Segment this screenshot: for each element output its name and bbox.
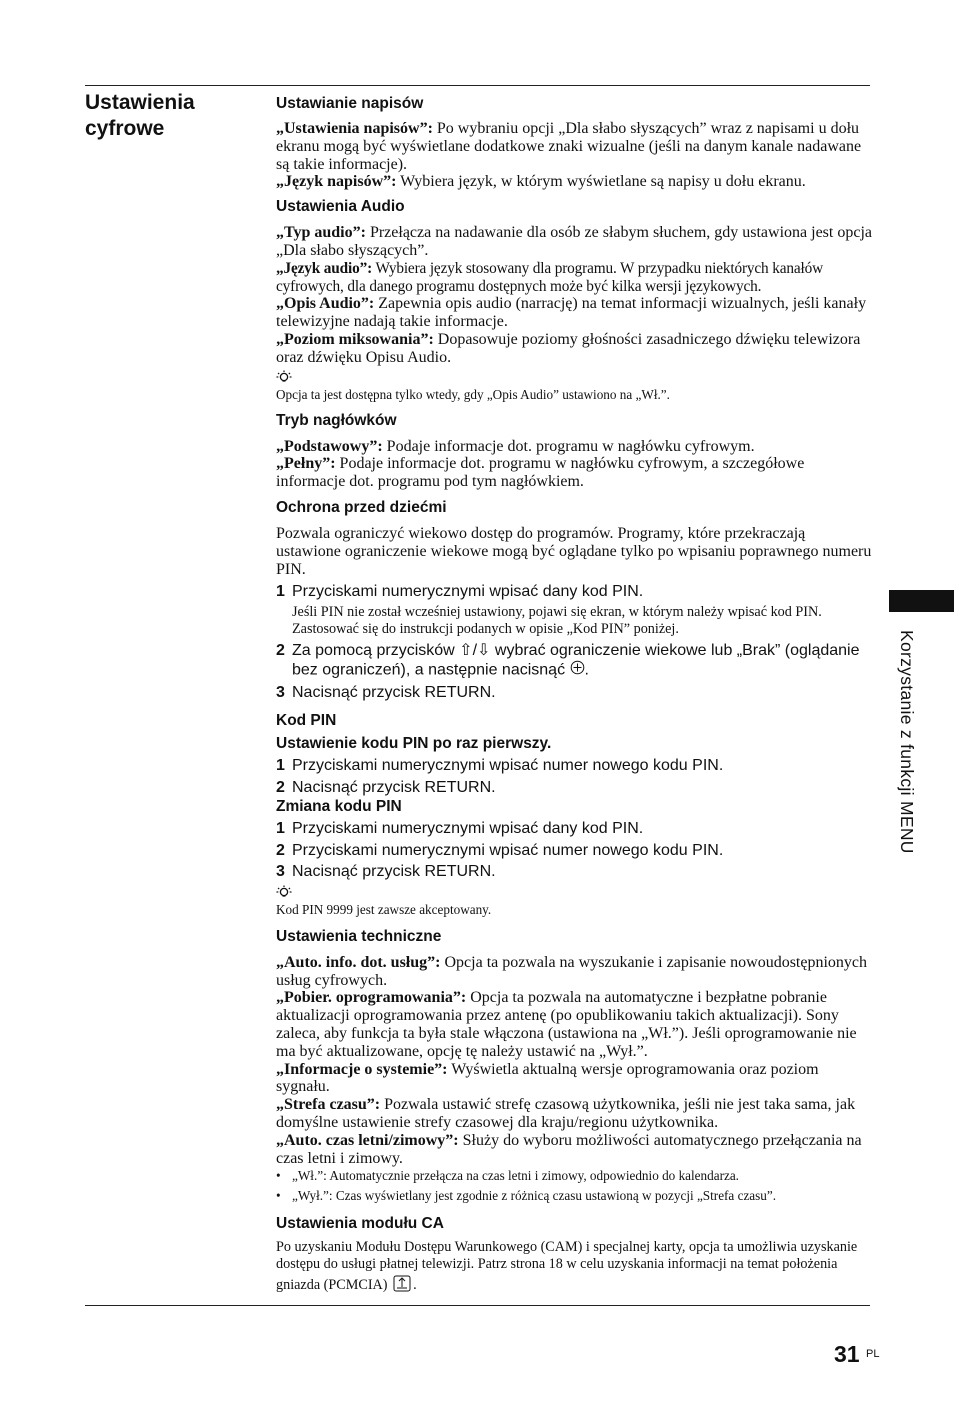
software-download-paragraph: „Pobier. oprogramowania”: Opcja ta pozwala na automatyczne i bezpłatne pobranie aktualizacji oprogramowania przez antenę (po opublikowaniu takich aktualizacji). Sony zaleca, aby funkcja ta była stale włączona (ustawiona na „Wł.”). Jeśli oprogramowanie nie ma być aktualizowane, opcję tę należy ustawić na „Wył.”. bbox=[276, 989, 857, 1060]
pcmcia-slot-icon bbox=[391, 1274, 413, 1298]
dst-off-bullet: • „Wył.”: Czas wyświetlany jest zgodnie z różnicą czasu ustawioną w pozycji „Strefa czasu”. bbox=[276, 1188, 777, 1203]
header-full-paragraph: „Pełny”: Podaje informacje dot. programu w nagłówku cyfrowym, a szczegółowe informacje dot. programu pod tym nagłówkiem. bbox=[276, 455, 805, 491]
system-info-paragraph: „Informacje o systemie”: Wyświetla aktualną wersje oprogramowania oraz poziom sygnału. bbox=[276, 1060, 819, 1096]
pin-tip-note: Kod PIN 9999 jest zawsze akceptowany. bbox=[276, 901, 492, 917]
heading-header-mode: Tryb nagłówków bbox=[276, 411, 397, 429]
heading-pin-code: Kod PIN bbox=[276, 712, 337, 730]
page-language-code: PL bbox=[866, 1348, 880, 1360]
main-content bbox=[276, 94, 872, 1298]
pin-change-step-2: 2 Przyciskami numerycznymi wpisać numer nowego kodu PIN. bbox=[276, 841, 724, 859]
time-zone-paragraph: „Strefa czasu”: Pozwala ustawić strefę czasową użytkownika, jeśli nie jest taka sama, jak domyślne ustawienie strefy czasowej dla kraju/regionu użytkownika. bbox=[276, 1096, 856, 1132]
dst-on-bullet: • „Wł.”: Automatycznie przełącza na czas letni i zimowy, odpowiednio do kalendarza. bbox=[276, 1168, 739, 1184]
enter-button-icon bbox=[570, 660, 585, 681]
section-title: Ustawienia cyfrowe bbox=[85, 91, 195, 140]
parental-step-1-note: Jeśli PIN nie został wcześniej ustawiony, pojawi się ekran, w którym należy wpisać kod PIN. Zastosować się do instrukcji podanych w opisie „Kod PIN” poniżej. bbox=[292, 603, 822, 638]
heading-ca-module: Ustawienia modułu CA bbox=[276, 1214, 444, 1232]
auto-dst-paragraph: „Auto. czas letni/zimowy”: Służy do wyboru możliwości automatycznego przełączania na czas letni i zimowy. bbox=[276, 1131, 862, 1167]
audio-description-paragraph: „Opis Audio”: Zapewnia opis audio (narrację) na temat informacji wizualnych, jeśli kanały telewizyjne nadają takie informacje. bbox=[276, 295, 867, 331]
heading-technical-settings: Ustawienia techniczne bbox=[276, 927, 442, 945]
parental-step-2: 2 Za pomocą przycisków ⇧/⇩ wybrać ograniczenie wiekowe lub „Brak” (oglądanie bez ograniczeń), a następnie nacisnąć . bbox=[276, 641, 872, 681]
page-number: 31 bbox=[834, 1341, 860, 1367]
mix-level-paragraph: „Poziom miksowania”: Dopasowuje poziomy głośności zasadniczego dźwięku telewizora oraz dźwięku Opisu Audio. bbox=[276, 330, 861, 366]
parental-intro: Pozwala ograniczyć wiekowo dostęp do programów. Programy, które przekraczają ustawione ograniczenie wiekowe mogą być oglądane tylko po wpisaniu poprawnego numeru PIN. bbox=[276, 524, 872, 578]
pin-change-step-1: 1 Przyciskami numerycznymi wpisać dany kod PIN. bbox=[276, 820, 644, 838]
pin-first-step-1: 1 Przyciskami numerycznymi wpisać numer nowego kodu PIN. bbox=[276, 757, 724, 775]
subtitle-settings-paragraph: „Ustawienia napisów”: Po wybraniu opcji „Dla słabo słyszących” wraz z napisami u dołu ekranu mogą być wyświetlane dodatkowe znaki wizualne (jeśli na danym kanale nadawane są takie informacje). bbox=[276, 120, 862, 173]
ca-module-paragraph: Po uzyskaniu Modułu Dostępu Warunkowego (CAM) i specjalnej karty, opcja ta umożliwia uzyskanie dostępu do usługi płatnej telewizji. Patrz strona 18 w celu uzyskania informacji na temat położenia gniazda (PCMCIA) . bbox=[276, 1239, 872, 1298]
parental-step-3: 3 Nacisnąć przycisk RETURN. bbox=[276, 683, 496, 701]
heading-subtitles: Ustawianie napisów bbox=[276, 95, 424, 112]
audio-type-paragraph: „Typ audio”: Przełącza na nadawanie dla osób ze słabym słuchem, gdy ustawiona jest opcja „Dla słabo słyszących”. bbox=[276, 224, 872, 259]
audio-tip-note: Opcja ta jest dostępna tylko wtedy, gdy „Opis Audio” ustawiono na „Wł.”. bbox=[276, 386, 670, 402]
heading-audio: Ustawienia Audio bbox=[276, 198, 405, 216]
chapter-tab-marker bbox=[889, 590, 954, 612]
heading-parental-lock: Ochrona przed dziećmi bbox=[276, 498, 447, 516]
heading-pin-first-time: Ustawienie kodu PIN po raz pierwszy. bbox=[276, 735, 552, 753]
subtitle-language-paragraph: „Język napisów”: Wybiera język, w którym wyświetlane są napisy u dołu ekranu. bbox=[276, 173, 806, 191]
tip-icon bbox=[276, 370, 872, 386]
header-basic-paragraph: „Podstawowy”: Podaje informacje dot. programu w nagłówku cyfrowym. bbox=[276, 437, 755, 455]
heading-pin-change: Zmiana kodu PIN bbox=[276, 798, 402, 816]
chapter-side-label: Korzystanie z funkcji MENU bbox=[897, 630, 917, 854]
audio-language-paragraph: „Język audio”: Wybiera język stosowany dla programu. W przypadku niektórych kanałów cyfrowych, dla danego programu dostępnych może być kilka wersji językowych. bbox=[276, 259, 823, 295]
auto-service-info-paragraph: „Auto. info. dot. usług”: Opcja ta pozwala na wyszukanie i zapisanie nowoudostępnionych usług cyfrowych. bbox=[276, 953, 868, 989]
parental-step-1: 1 Przyciskami numerycznymi wpisać dany kod PIN. Jeśli PIN nie został wcześniej ustawiony, pojawi się ekran, w którym należy wpisać kod PIN. Zastosować się do instrukcji podanych w opisie „Kod PIN” poniżej. bbox=[276, 582, 872, 639]
up-down-arrows-icon: ⇧/⇩ bbox=[459, 641, 491, 659]
tip-icon bbox=[276, 885, 872, 901]
pin-change-step-3: 3 Nacisnąć przycisk RETURN. bbox=[276, 863, 496, 881]
top-rule bbox=[85, 85, 870, 86]
bottom-rule bbox=[85, 1305, 870, 1306]
pin-first-step-2: 2 Nacisnąć przycisk RETURN. bbox=[276, 778, 496, 796]
